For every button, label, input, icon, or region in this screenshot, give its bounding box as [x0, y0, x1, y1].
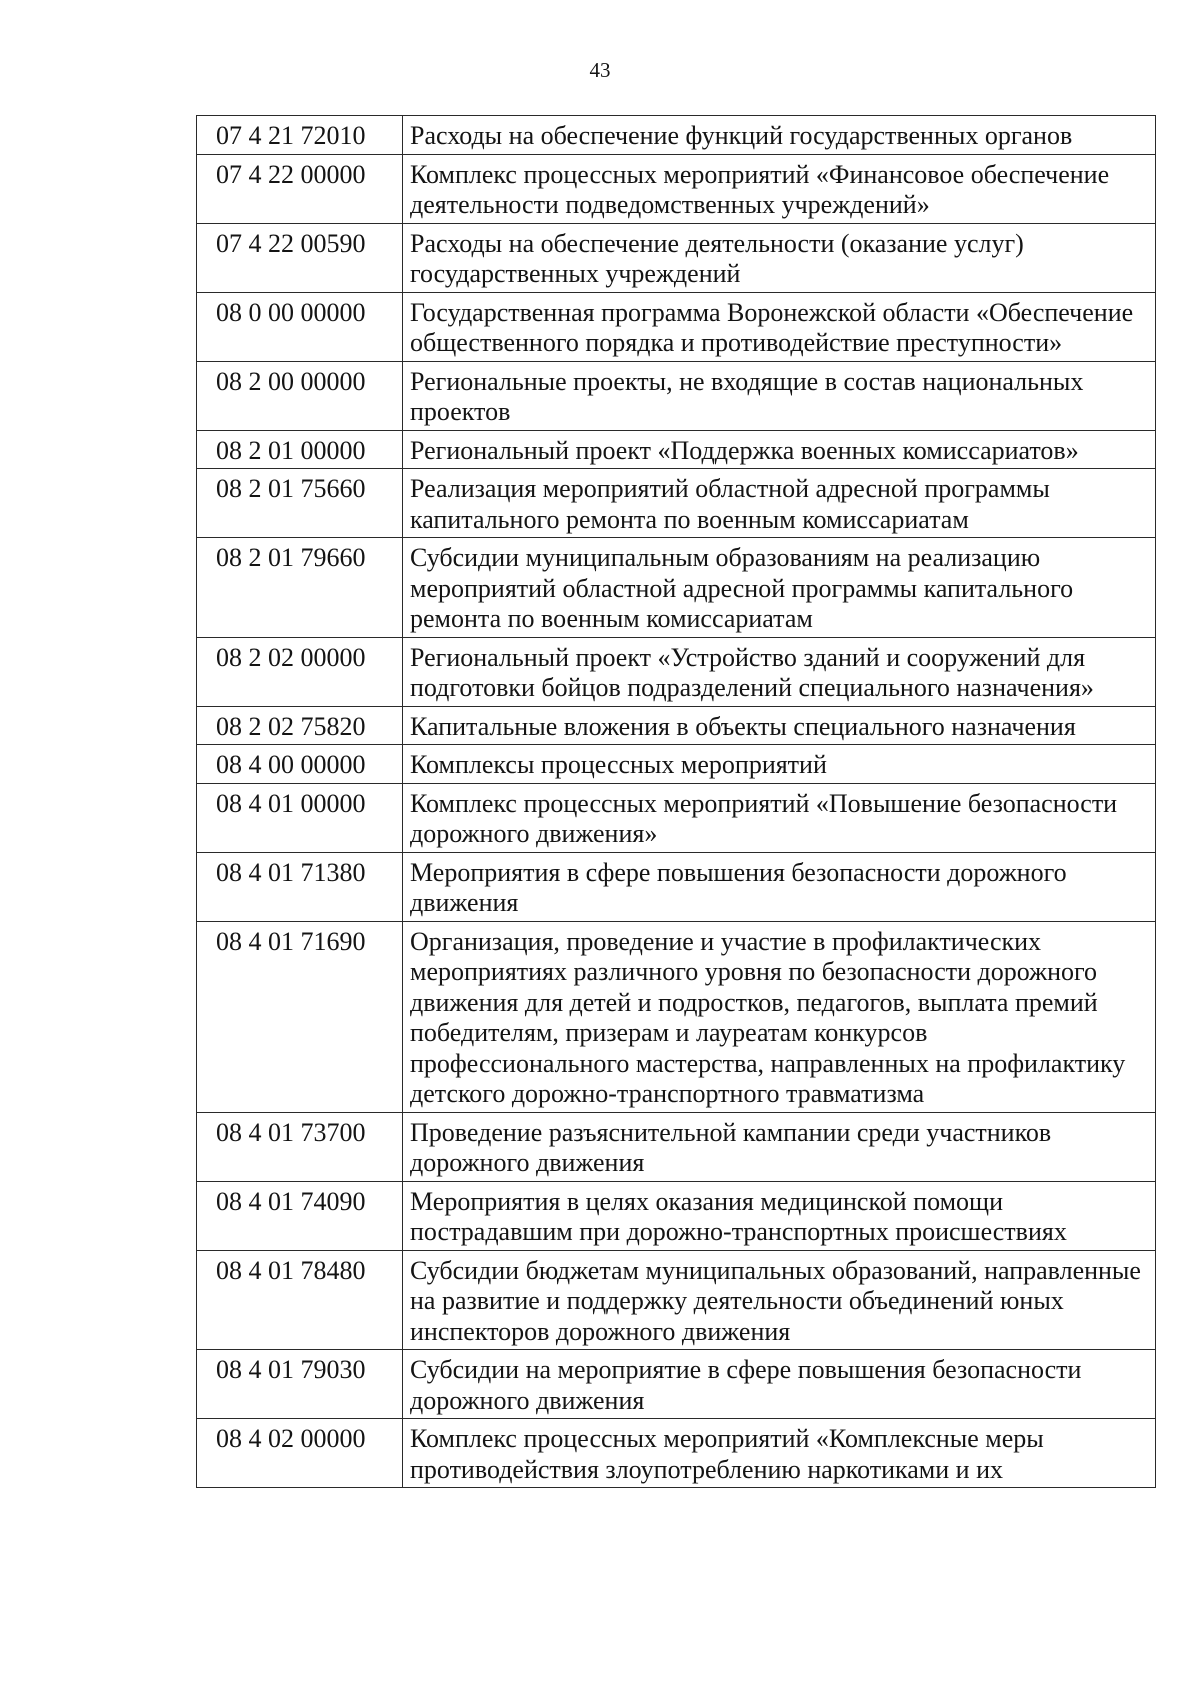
row-description: Комплекс процессных мероприятий «Повышение безопасности дорожного движения»	[403, 783, 1156, 852]
table-row	[197, 783, 1156, 852]
table-row	[197, 921, 1156, 1112]
table-row	[197, 1250, 1156, 1350]
row-code: 08 4 01 79030	[197, 1350, 403, 1419]
table-row	[197, 1419, 1156, 1488]
row-description: Субсидии на мероприятие в сфере повышения безопасности дорожного движения	[403, 1350, 1156, 1419]
table-row	[197, 637, 1156, 706]
row-code: 08 4 01 74090	[197, 1181, 403, 1250]
row-description: Организация, проведение и участие в профилактических мероприятиях различного уровня по безопасности дорожного движения для детей и подростков, педагогов, выплата премий победителям, призерам и лауреатам конкурсов профессионального мастерства, направленных на профилактику детского дорожно-транспортного травматизма	[403, 921, 1156, 1112]
table-row	[197, 538, 1156, 638]
table-row	[197, 1181, 1156, 1250]
row-description: Субсидии муниципальным образованиям на реализацию мероприятий областной адресной программы капитального ремонта по военным комиссариатам	[403, 538, 1156, 638]
row-description: Проведение разъяснительной кампании среди участников дорожного движения	[403, 1112, 1156, 1181]
row-description: Комплекс процессных мероприятий «Комплексные меры противодействия злоупотреблению наркотиками и их	[403, 1419, 1156, 1488]
row-code: 08 2 01 00000	[197, 430, 403, 469]
row-description: Региональные проекты, не входящие в состав национальных проектов	[403, 361, 1156, 430]
table-row	[197, 852, 1156, 921]
row-code: 08 0 00 00000	[197, 292, 403, 361]
row-code: 08 4 00 00000	[197, 745, 403, 784]
table-row	[197, 706, 1156, 745]
table-row	[197, 223, 1156, 292]
row-code: 07 4 22 00000	[197, 154, 403, 223]
row-description: Государственная программа Воронежской области «Обеспечение общественного порядка и противодействие преступности»	[403, 292, 1156, 361]
row-description: Региональный проект «Поддержка военных комиссариатов»	[403, 430, 1156, 469]
table-row	[197, 1112, 1156, 1181]
row-description: Расходы на обеспечение функций государственных органов	[403, 116, 1156, 155]
row-description: Комплекс процессных мероприятий «Финансовое обеспечение деятельности подведомственных учреждений»	[403, 154, 1156, 223]
row-description: Мероприятия в целях оказания медицинской помощи пострадавшим при дорожно-транспортных происшествиях	[403, 1181, 1156, 1250]
table-row	[197, 745, 1156, 784]
row-code: 07 4 22 00590	[197, 223, 403, 292]
row-code: 07 4 21 72010	[197, 116, 403, 155]
budget-classification-table	[196, 115, 1156, 1488]
table-row	[197, 361, 1156, 430]
row-code: 08 4 01 00000	[197, 783, 403, 852]
row-code: 08 2 00 00000	[197, 361, 403, 430]
row-code: 08 2 02 75820	[197, 706, 403, 745]
table-row	[197, 469, 1156, 538]
row-description: Региональный проект «Устройство зданий и сооружений для подготовки бойцов подразделений специального назначения»	[403, 637, 1156, 706]
row-code: 08 4 01 71380	[197, 852, 403, 921]
row-description: Мероприятия в сфере повышения безопасности дорожного движения	[403, 852, 1156, 921]
row-code: 08 2 01 75660	[197, 469, 403, 538]
table-row	[197, 154, 1156, 223]
row-code: 08 4 01 71690	[197, 921, 403, 1112]
row-description: Субсидии бюджетам муниципальных образований, направленные на развитие и поддержку деятельности объединений юных инспекторов дорожного движения	[403, 1250, 1156, 1350]
table-row	[197, 292, 1156, 361]
row-code: 08 4 01 78480	[197, 1250, 403, 1350]
row-code: 08 2 01 79660	[197, 538, 403, 638]
row-description: Расходы на обеспечение деятельности (оказание услуг) государственных учреждений	[403, 223, 1156, 292]
row-code: 08 2 02 00000	[197, 637, 403, 706]
row-description: Комплексы процессных мероприятий	[403, 745, 1156, 784]
table-row	[197, 116, 1156, 155]
table-row	[197, 430, 1156, 469]
row-description: Капитальные вложения в объекты специального назначения	[403, 706, 1156, 745]
row-code: 08 4 02 00000	[197, 1419, 403, 1488]
row-description: Реализация мероприятий областной адресной программы капитального ремонта по военным комиссариатам	[403, 469, 1156, 538]
row-code: 08 4 01 73700	[197, 1112, 403, 1181]
page-number: 43	[589, 58, 611, 82]
table-row	[197, 1350, 1156, 1419]
